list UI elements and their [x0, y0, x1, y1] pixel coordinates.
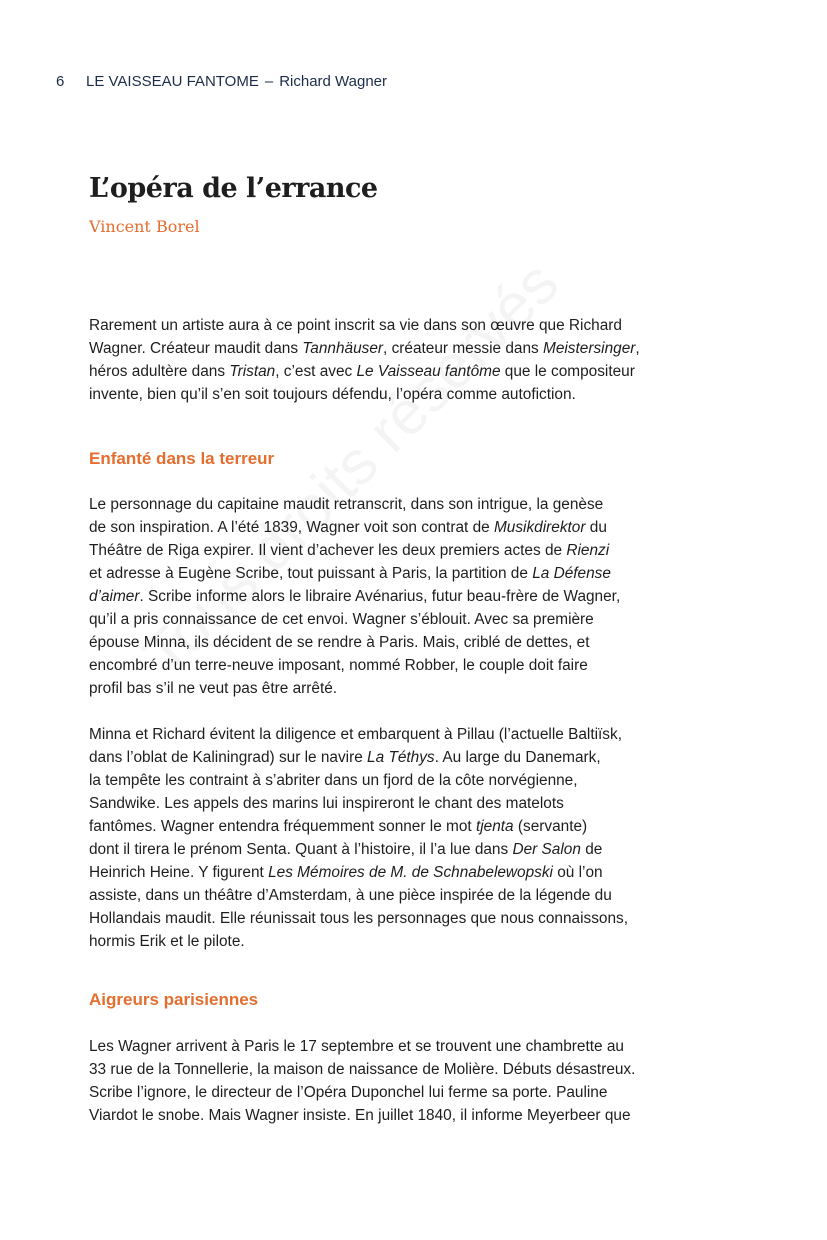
- text-run: épouse Minna, ils décident de se rendre à Paris. Mais, criblé de dettes, et: [89, 634, 590, 651]
- text-run: 33 rue de la Tonnellerie, la maison de naissance de Molière. Débuts désastreux.: [89, 1061, 636, 1078]
- italic-run: Le Vaisseau fantôme: [356, 363, 501, 380]
- text-run: encombré d’un terre-neuve imposant, nommé Robber, le couple doit faire: [89, 657, 588, 674]
- section-heading-aigreurs: Aigreurs parisiennes: [89, 990, 259, 1009]
- text-run: de son inspiration. A l’été 1839, Wagner voit son contrat de: [89, 519, 494, 536]
- italic-run: Les Mémoires de M. de Schnabelewopski: [268, 864, 553, 881]
- text-line: [89, 677, 749, 700]
- text-line: [89, 1104, 749, 1127]
- text-line: [89, 907, 749, 930]
- italic-run: Tannhäuser: [302, 340, 384, 357]
- text-line: [89, 838, 749, 861]
- text-run: , c’est avec: [275, 363, 357, 380]
- text-line: [89, 383, 749, 406]
- text-line: [89, 337, 749, 360]
- italic-run: d’aimer: [89, 588, 140, 605]
- text-run: la tempête les contraint à s’abriter dans un fjord de la côte norvégienne,: [89, 772, 578, 789]
- text-line: [89, 861, 749, 884]
- text-run: invente, bien qu’il s’en soit toujours défendu, l’opéra comme autofiction.: [89, 386, 576, 403]
- text-run: assiste, dans un théâtre d’Amsterdam, à une pièce inspirée de la légende du: [89, 887, 612, 904]
- section2-paragraph-1: [89, 1035, 749, 1127]
- text-line: [89, 539, 749, 562]
- running-header-separator: –: [264, 73, 274, 90]
- section1-paragraph-2: [89, 723, 749, 953]
- text-run: profil bas s’il ne veut pas être arrêté.: [89, 680, 338, 697]
- article-title: L’opéra de l’errance: [89, 173, 378, 204]
- text-run: du: [585, 519, 607, 536]
- text-line: [89, 360, 749, 383]
- text-run: qu’il a pris connaissance de cet envoi. Wagner s’éblouit. Avec sa première: [89, 611, 594, 628]
- text-run: de: [580, 841, 603, 858]
- text-line: [89, 1081, 749, 1104]
- text-line: [89, 884, 749, 907]
- text-line: [89, 631, 749, 654]
- text-run: fantômes. Wagner entendra fréquemment sonner le mot: [89, 818, 476, 835]
- text-run: Les Wagner arrivent à Paris le 17 septembre et se trouvent une chambrette au: [89, 1038, 624, 1055]
- text-run: (servante): [513, 818, 588, 835]
- text-run: Scribe l’ignore, le directeur de l’Opéra Duponchel lui ferme sa porte. Pauline: [89, 1084, 608, 1101]
- italic-run: Tristan: [229, 363, 276, 380]
- text-line: [89, 792, 749, 815]
- running-header: [56, 73, 387, 90]
- text-run: dont il tirera le prénom Senta. Quant à l’histoire, il l’a lue dans: [89, 841, 513, 858]
- text-run: Théâtre de Riga expirer. Il vient d’achever les deux premiers actes de: [89, 542, 567, 559]
- text-line: [89, 1035, 749, 1058]
- text-run: dans l’oblat de Kaliningrad) sur le navire: [89, 749, 368, 766]
- italic-run: La Défense: [532, 565, 611, 582]
- section1-paragraph-1: [89, 493, 749, 700]
- text-run: que le compositeur: [500, 363, 635, 380]
- text-line: [89, 930, 749, 953]
- text-run: hormis Erik et le pilote.: [89, 933, 245, 950]
- text-run: où l’on: [552, 864, 603, 881]
- text-line: [89, 314, 749, 337]
- italic-run: tjenta: [475, 818, 514, 835]
- text-line: [89, 769, 749, 792]
- italic-run: Meistersinger: [543, 340, 636, 357]
- text-run: et adresse à Eugène Scribe, tout puissant à Paris, la partition de: [89, 565, 533, 582]
- text-line: [89, 654, 749, 677]
- text-line: [89, 493, 749, 516]
- text-line: [89, 608, 749, 631]
- page-number: 6: [56, 73, 65, 90]
- text-line: [89, 585, 749, 608]
- text-run: Hollandais maudit. Elle réunissait tous les personnages que nous connaissons,: [89, 910, 628, 927]
- text-line: [89, 562, 749, 585]
- text-run: Rarement un artiste aura à ce point inscrit sa vie dans son œuvre que Richard: [89, 317, 622, 334]
- text-line: [89, 746, 749, 769]
- text-line: [89, 1058, 749, 1081]
- italic-run: La Téthys: [367, 749, 435, 766]
- intro-paragraph: [89, 314, 749, 406]
- text-run: , créateur messie dans: [383, 340, 543, 357]
- text-run: ,: [635, 340, 640, 357]
- text-line: [89, 815, 749, 838]
- text-run: Wagner. Créateur maudit dans: [89, 340, 303, 357]
- italic-run: Rienzi: [566, 542, 610, 559]
- text-run: Viardot le snobe. Mais Wagner insiste. En juillet 1840, il informe Meyerbeer que: [89, 1107, 631, 1124]
- italic-run: Der Salon: [512, 841, 581, 858]
- text-run: . Au large du Danemark,: [434, 749, 601, 766]
- italic-run: Musikdirektor: [493, 519, 586, 536]
- text-run: Minna et Richard évitent la diligence et embarquent à Pillau (l’actuelle Baltiïsk,: [89, 726, 622, 743]
- text-line: [89, 723, 749, 746]
- text-run: héros adultère dans: [89, 363, 230, 380]
- text-run: Heinrich Heine. Y figurent: [89, 864, 269, 881]
- running-header-composer: Richard Wagner: [279, 73, 388, 90]
- article-author: Vincent Borel: [89, 217, 200, 236]
- text-line: [89, 516, 749, 539]
- running-header-work-title: LE VAISSEAU FANTOME: [86, 73, 259, 90]
- text-run: . Scribe informe alors le libraire Avénarius, futur beau-frère de Wagner,: [139, 588, 621, 605]
- text-run: Sandwike. Les appels des marins lui inspireront le chant des matelots: [89, 795, 564, 812]
- text-run: Le personnage du capitaine maudit retranscrit, dans son intrigue, la genèse: [89, 496, 604, 513]
- section-heading-enfante: Enfanté dans la terreur: [89, 449, 275, 468]
